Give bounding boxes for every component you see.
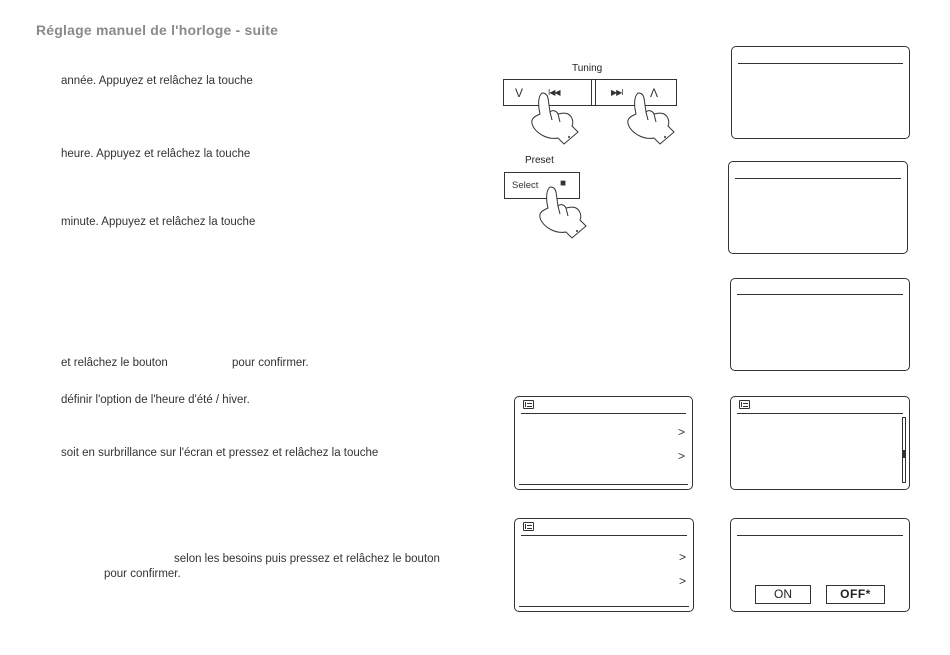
screen-footer-rule (519, 606, 689, 607)
screen-header-rule (737, 535, 903, 536)
display-screen-minute (730, 278, 910, 371)
screen-header-rule (735, 178, 901, 179)
scrollbar-thumb[interactable] (903, 450, 905, 458)
step-hour-text: heure. Appuyez et relâchez la touche (61, 148, 251, 160)
step-select-text-b: pour confirmer. (104, 568, 181, 580)
step-dst-text: définir l'option de l'heure d'été / hiver. (61, 394, 250, 406)
page-title: Réglage manuel de l'horloge - suite (36, 22, 279, 38)
hand-pointer-icon (610, 92, 690, 152)
select-label: Select (512, 180, 539, 191)
step-highlight-text: soit en surbrillance sur l'écran et pressez et relâchez la touche (61, 447, 379, 459)
tuning-label: Tuning (572, 63, 603, 74)
scrollbar[interactable] (902, 417, 906, 483)
menu-icon (523, 522, 534, 531)
display-screen-year (731, 46, 910, 139)
preset-label: Preset (525, 155, 554, 166)
menu-screen-1 (514, 396, 693, 490)
previous-track-icon: I◀◀ (548, 88, 560, 97)
screen-header-rule (737, 294, 903, 295)
menu-icon (523, 400, 534, 409)
chevron-right-icon: > (677, 449, 685, 463)
dst-off-button[interactable]: OFF* (826, 585, 885, 604)
chevron-right-icon: > (678, 574, 686, 588)
next-track-icon: ▶▶I (611, 88, 623, 97)
menu-icon (739, 400, 750, 409)
step-year-text: année. Appuyez et relâchez la touche (61, 75, 253, 87)
screen-header-rule (521, 413, 686, 414)
hand-pointer-icon (522, 186, 602, 246)
hand-pointer-icon (514, 92, 594, 152)
step-minute-text: minute. Appuyez et relâchez la touche (61, 216, 256, 228)
menu-screen-2 (730, 396, 910, 490)
step-confirm-text-b: pour confirmer. (232, 357, 309, 369)
chevron-right-icon: > (678, 550, 686, 564)
menu-screen-3 (514, 518, 694, 612)
stop-icon: ■ (560, 178, 567, 189)
screen-header-rule (738, 63, 903, 64)
tuning-up-label: Λ (650, 86, 659, 100)
screen-footer-rule (519, 484, 688, 485)
screen-header-rule (521, 535, 687, 536)
dst-screen (730, 518, 910, 612)
dst-on-button[interactable]: ON (755, 585, 811, 604)
tuning-down-label: V (515, 86, 524, 100)
step-select-text-a: selon les besoins puis pressez et relâchez le bouton (174, 553, 440, 565)
display-screen-hour (728, 161, 908, 254)
chevron-right-icon: > (677, 425, 685, 439)
step-confirm-text-a: et relâchez le bouton (61, 357, 168, 369)
screen-header-rule (737, 413, 903, 414)
